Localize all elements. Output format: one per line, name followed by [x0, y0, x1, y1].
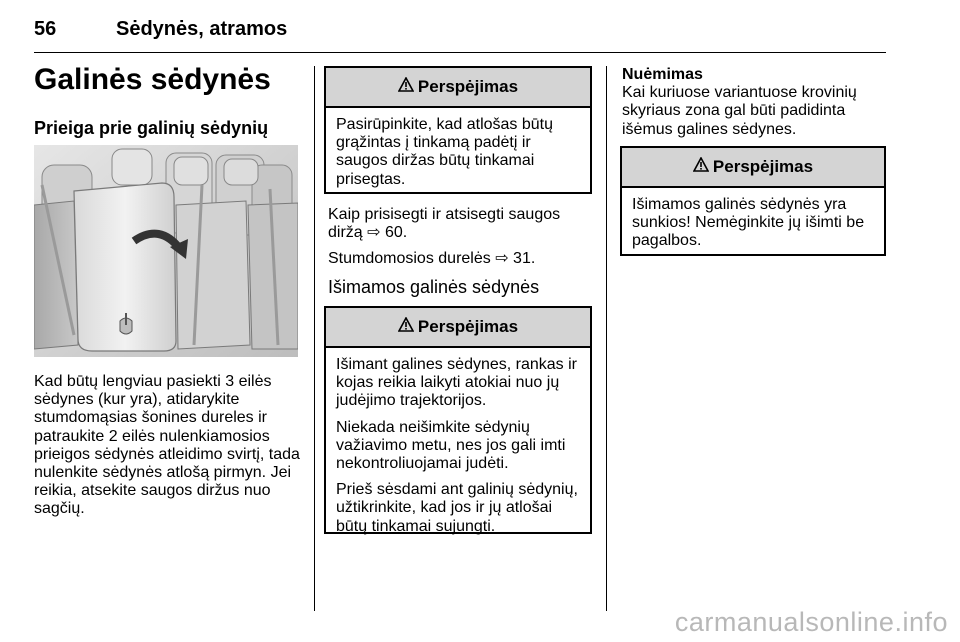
warning-triangle-icon: [398, 317, 414, 337]
removal-text: Kai kuriuose variantuose krovinių skyriaus zona gal būti padidinta išėmus galines sėdynes.: [622, 84, 857, 138]
seatbelt-reference-text: Kaip prisisegti ir atsisegti saugos diržą ⇨ 60.: [328, 206, 561, 242]
warning-text: Pasirūpinkite, kad atlošas būtų grąžintas į tinkamą padėtį ir saugos diržas būtų tinkamai prisegtas.: [336, 116, 554, 188]
column-divider-2: [606, 66, 607, 611]
removal-section: [622, 66, 884, 139]
warning-triangle-icon: [693, 157, 709, 177]
warning-box-removal: [324, 306, 592, 534]
page-header: [34, 14, 886, 53]
seatbelt-reference: [328, 206, 590, 242]
warning-title: Perspėjimas: [417, 77, 519, 96]
warning-paragraph: Išimant galines sėdynes, rankas ir kojas reikia laikyti atokiai nuo jų judėjimo trajektorijos.: [336, 356, 577, 410]
warning-box-backrest: [324, 66, 592, 194]
removable-seats-heading: Išimamos galinės sėdynės: [328, 277, 540, 297]
warning-text: Išimamos galinės sėdynės yra sunkios! Nemėginkite jų išimti be pagalbos.: [632, 196, 865, 250]
warning-box-heavy: [620, 146, 886, 256]
rear-seat-drawing: [34, 145, 298, 357]
warning-header: [326, 308, 590, 348]
sliding-door-reference-text: Stumdomosios durelės ⇨ 31.: [328, 250, 536, 267]
section-title: Galinės sėdynės: [34, 63, 271, 96]
subsection-title: Prieiga prie galinių sėdynių: [34, 118, 269, 138]
warning-paragraph: Niekada neišimkite sėdynių važiavimo metu, nes jos gali imti nekontroliuojamai judėti.: [336, 418, 566, 473]
warning-triangle-icon: [398, 77, 414, 97]
sliding-door-reference: [328, 250, 590, 268]
warning-body: [326, 348, 590, 546]
warning-header: [622, 148, 884, 188]
warning-title: Perspėjimas: [712, 157, 814, 176]
warning-title: Perspėjimas: [417, 317, 519, 336]
rear-seat-illustration: [34, 145, 298, 357]
watermark: carmanualsonline.info: [674, 607, 948, 637]
page-number: 56: [34, 18, 57, 40]
warning-header: [326, 68, 590, 108]
column-1-heading: [34, 62, 300, 140]
running-title: Sėdynės, atramos: [116, 18, 288, 40]
removal-heading: Nuėmimas: [622, 66, 703, 83]
access-instructions: Kad būtų lengviau pasiekti 3 eilės sėdynes (kur yra), atidarykite stumdomąsias šonines dureles ir patraukite 2 eilės nulenkiamosios prieigos sėdynės atleidimo svirtį, tada nulenkite sėdynės atlošą pirmyn. Jei reikia, atsekite saugos diržus nuo sagčių.: [34, 373, 300, 518]
column-divider-1: [314, 66, 315, 611]
warning-paragraph: Prieš sėsdami ant galinių sėdynių, užtikrinkite, kad jos ir jų atlošai būtų tinkamai sujungti.: [336, 481, 578, 535]
